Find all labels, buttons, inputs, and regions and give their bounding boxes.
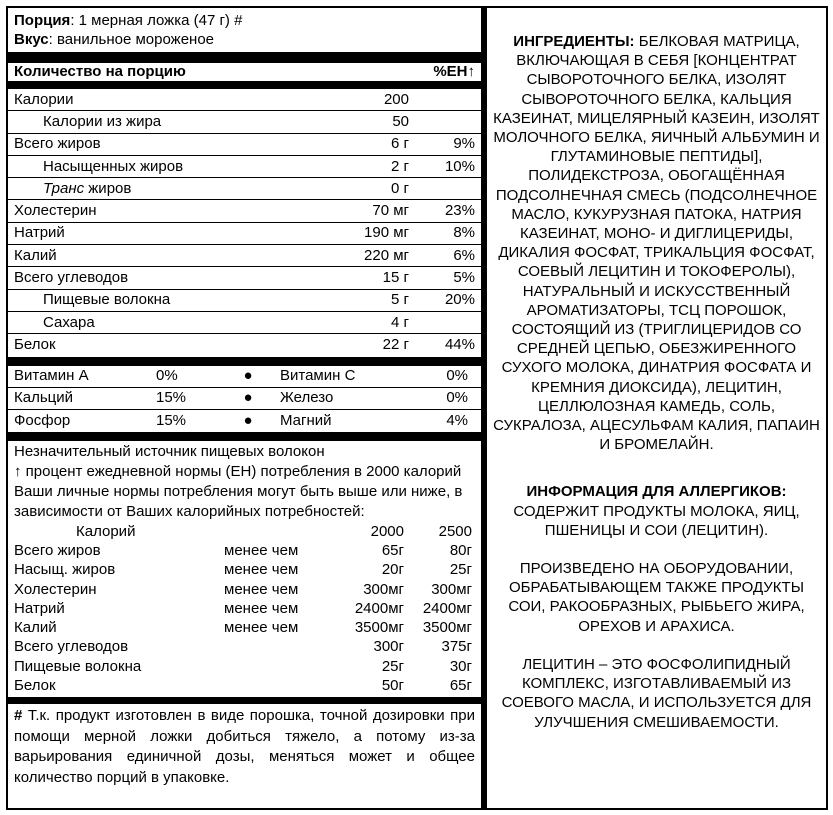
dv-row-value-2500: 375г [441, 638, 472, 656]
dv-row-value-2000: 300г [373, 638, 404, 656]
dv-row-label: Холестерин [14, 580, 97, 598]
nutrient-dv: 5% [453, 269, 475, 287]
nutrient-amount: 70 мг [372, 202, 409, 220]
allergen-paragraph [493, 482, 820, 540]
nutrient-row [8, 134, 481, 156]
nutrient-dv: 6% [453, 246, 475, 264]
dv-table-row [8, 676, 481, 695]
nutrient-label [14, 336, 299, 354]
nutrition-header [8, 63, 481, 82]
dv-table-row [8, 560, 481, 579]
nutrient-label [14, 269, 299, 287]
nutrient-name: Калории из жира [43, 112, 162, 130]
nutrient-row [8, 223, 481, 245]
nutrient-dv: 44% [444, 336, 475, 354]
vitamin-value: 0% [156, 367, 178, 385]
dv-row-value-2500: 300мг [431, 580, 472, 598]
nutrient-amount: 0 г [391, 179, 409, 197]
nutrient-amount: 4 г [391, 313, 409, 331]
nutrient-row [8, 267, 481, 289]
nutrient-amount: 200 [383, 90, 409, 108]
dv-table-col2: 2500 [438, 522, 472, 540]
ingredients-paragraph [493, 32, 820, 454]
dv-row-value-2000: 3500мг [354, 619, 404, 637]
nutrient-row [8, 200, 481, 222]
nutrient-amount: 5 г [391, 291, 409, 309]
nutrient-dv: 20% [444, 291, 475, 309]
nutrient-name: Всего жиров [14, 135, 101, 153]
dv-row-qualifier: менее чем [224, 580, 299, 598]
nutrient-name: Холестерин [14, 202, 97, 220]
dv-note: ↑ процент ежедневной нормы (ЕН) потребления в 2000 калорий [14, 462, 462, 480]
nutrient-row [8, 89, 481, 111]
dv-row-value-2500: 25г [449, 561, 472, 579]
nutrient-row [8, 111, 481, 133]
allergen-text: СОДЕРЖИТ ПРОДУКТЫ МОЛОКА, ЯИЦ, ПШЕНИЦЫ И СОИ (ЛЕЦИТИН). [513, 502, 800, 539]
flavor-line [8, 30, 481, 49]
dv-row-value-2000: 20г [381, 561, 404, 579]
dv-table-calories-label: Калорий [76, 522, 136, 540]
footnote-mark: # [14, 707, 23, 725]
dv-table-row [8, 599, 481, 618]
ingredients-panel [487, 8, 826, 808]
nutrient-name: Калий [14, 246, 57, 264]
nutrient-row [8, 178, 481, 200]
vitamin-value: 15% [156, 389, 187, 407]
dv-row-value-2500: 2400мг [422, 599, 472, 617]
dv-row-value-2000: 25г [381, 657, 404, 675]
dv-row-label: Калий [14, 619, 57, 637]
nutrient-label [14, 135, 299, 153]
dv-row-value-2500: 3500мг [422, 619, 472, 637]
dv-row-label: Всего жиров [14, 542, 101, 559]
vitamins-list [8, 366, 481, 432]
dv-table-row [8, 618, 481, 637]
dv-row-value-2500: 80г [449, 542, 472, 559]
nutrient-name: Всего углеводов [14, 269, 129, 287]
nutrient-amount: 6 г [391, 135, 409, 153]
ingredients-label: ИНГРЕДИЕНТЫ: [513, 33, 635, 50]
dv-table-header [8, 522, 481, 541]
nutrient-name: Натрий [14, 224, 65, 242]
divider-thick [8, 432, 481, 441]
nutrient-label [14, 158, 299, 176]
divider-thick [8, 697, 481, 704]
nutrient-label [14, 314, 299, 332]
dv-row-qualifier: менее чем [224, 599, 299, 617]
bullet-icon: ● [243, 389, 253, 407]
dv-row-value-2000: 2400мг [354, 599, 404, 617]
nutrient-italic-prefix: Транс [43, 179, 85, 197]
divider-thick [8, 82, 481, 89]
nutrient-row [8, 312, 481, 334]
footnote-text: Т.к. продукт изготовлен в виде порошка, точной дозировки при помощи мерной ложки добиться тяжело, а потому из-за варьирования единичной дозы, меняться может и общее количество порций в упаковке. [14, 707, 475, 786]
nutrient-dv: 10% [444, 157, 475, 175]
amount-per-serving-label: Количество на порцию [14, 63, 186, 80]
flavor-label: Вкус [14, 31, 49, 48]
lecithin-paragraph: ЛЕЦИТИН – ЭТО ФОСФОЛИПИДНЫЙ КОМПЛЕКС, ИЗГОТАВЛИВАЕМЫЙ ИЗ СОЕВОГО МАСЛА, И ИСПОЛЬЗУЕТСЯ ДЛЯ УЛУЧШЕНИЯ СМЕШИВАЕМОСТИ. [501, 655, 812, 731]
nutrient-name: Сахара [43, 313, 95, 331]
nutrient-label [14, 113, 299, 131]
nutrient-label [14, 247, 299, 265]
nutrient-amount: 190 мг [364, 224, 409, 242]
dv-row-label: Пищевые волокна [14, 657, 142, 675]
nutrient-label [14, 202, 299, 220]
nutrient-label [14, 180, 299, 198]
dv-table-row [8, 657, 481, 676]
ingredients-text: БЕЛКОВАЯ МАТРИЦА, ВКЛЮЧАЮЩАЯ В СЕБЯ [КОНЦЕНТРАТ СЫВОРОТОЧНОГО БЕЛКА, ИЗОЛЯТ СЫВОРОТОЧНОГО БЕЛКА, КАЛЬЦИЯ КАЗЕИНАТ, МИЦЕЛЯРНЫЙ КАЗЕИН, ИЗОЛЯТ МОЛОЧНОГО БЕЛКА, ЯИЧНЫЙ АЛЬБУМИН И ГЛУТАМИНОВЫЕ ПЕПТИДЫ], ПОЛИДЕКСТРОЗА, ОБОГАЩЁННАЯ ПОДСОЛНЕЧНАЯ СМЕСЬ (ПОДСОЛНЕЧНОЕ МАСЛО, КУКУРУЗНАЯ ПАТОКА, НАТРИЯ КАЗЕИНАТ, МОНО- И ДИГЛИЦЕРИДЫ, ДИКАЛИЯ ФОСФАТ, ТРИКАЛЬЦИЯ ФОСФАТ, СОЕВЫЙ ЛЕЦИТИН И ТОКОФЕРОЛЫ), НАТУРАЛЬНЫЙ И ИСКУССТВЕННЫЙ АРОМАТИЗАТОРЫ, ТСЦ ПОРОШОК, СОСТОЯЩИЙ ИЗ (ТРИГЛИЦЕРИДОВ СО СРЕДНЕЙ ЦЕПЬЮ, ОБЕЗЖИРЕННОГО СУХОГО МОЛОКА, ДИНАТРИЯ ФОСФАТА И КРЕМНИЯ ДИОКСИДА), ЛЕЦИТИН, ЦЕЛЛЮЛОЗНАЯ КАМЕДЬ, СОЛЬ, СУКРАЛОЗА, АЦЕСУЛЬФАМ КАЛИЯ, ПАПАИН И БРОМЕЛАЙН. [493, 33, 820, 454]
bullet-icon: ● [243, 411, 253, 429]
dv-row-qualifier: менее чем [224, 561, 299, 579]
nutrient-amount: 2 г [391, 157, 409, 175]
dv-row-label: Всего углеводов [14, 638, 129, 656]
nutrient-name: жиров [84, 179, 132, 197]
daily-value-label: %ЕН↑ [433, 63, 475, 80]
nutrient-row [8, 334, 481, 356]
dv-table-row [8, 637, 481, 656]
bullet-icon: ● [243, 367, 253, 385]
personal-note: Ваши личные нормы потребления могут быть выше или ниже, в зависимости от Ваших калорийных потребностей: [14, 482, 463, 520]
nutrient-row [8, 245, 481, 267]
serving-line [8, 11, 481, 30]
dv-table-row [8, 579, 481, 598]
vitamin-name: Железо [280, 389, 334, 407]
vitamin-value: 0% [446, 389, 468, 407]
nutrient-name: Калории [14, 90, 74, 108]
vitamin-name: Магний [280, 411, 332, 429]
vitamin-name: Витамин С [280, 367, 356, 385]
vitamin-value: 15% [156, 411, 187, 429]
nutrition-facts-panel [8, 8, 481, 808]
dv-row-label: Натрий [14, 599, 65, 617]
allergen-label: ИНФОРМАЦИЯ ДЛЯ АЛЛЕРГИКОВ: [526, 483, 787, 501]
vitamin-name: Кальций [14, 389, 73, 407]
nutrient-amount: 50 [392, 112, 409, 130]
dv-row-value-2000: 65г [381, 542, 404, 559]
dv-row-label: Белок [14, 677, 56, 695]
nutrient-row [8, 290, 481, 312]
footnote [8, 704, 481, 788]
nutrient-amount: 220 мг [364, 246, 409, 264]
dv-row-qualifier: менее чем [224, 542, 299, 559]
nutrient-label [14, 91, 299, 109]
vitamin-name: Фосфор [14, 411, 71, 429]
nutrition-label [6, 6, 828, 810]
nutrient-row [8, 156, 481, 178]
dv-row-value-2500: 65г [449, 677, 472, 695]
dv-row-qualifier: менее чем [224, 619, 299, 637]
dv-row-label: Насыщ. жиров [14, 561, 116, 579]
dv-table-row [8, 541, 481, 560]
flavor-value: : ванильное мороженое [48, 31, 215, 48]
nutrient-name: Пищевые волокна [43, 291, 171, 309]
vitamin-name: Витамин А [14, 367, 89, 385]
nutrient-name: Насыщенных жиров [43, 157, 184, 175]
nutrient-amount: 22 г [382, 336, 409, 354]
dv-row-value-2500: 30г [449, 657, 472, 675]
nutrient-label [14, 291, 299, 309]
nutrient-dv: 9% [453, 135, 475, 153]
nutrients-list [8, 89, 481, 357]
dv-table-col1: 2000 [370, 522, 404, 540]
serving-label: Порция [14, 12, 71, 29]
divider-thick [8, 52, 481, 63]
fiber-note: Незначительный источник пищевых волокон [14, 442, 325, 460]
facility-paragraph: ПРОИЗВЕДЕНО НА ОБОРУДОВАНИИ, ОБРАБАТЫВАЮЩЕМ ТАКЖЕ ПРОДУКТЫ СОИ, РАКООБРАЗНЫХ, РЫБЬЕГО ЖИРА, ОРЕХОВ И АРАХИСА. [508, 560, 805, 635]
nutrient-name: Белок [14, 336, 56, 354]
vitamin-row [8, 366, 481, 388]
serving-value: : 1 мерная ложка (47 г) # [70, 12, 243, 29]
vitamin-row [8, 410, 481, 432]
dv-row-value-2000: 300мг [363, 580, 404, 598]
divider-thick [8, 357, 481, 366]
nutrient-dv: 23% [444, 202, 475, 220]
vitamin-value: 4% [446, 411, 468, 429]
dv-row-value-2000: 50г [381, 677, 404, 695]
nutrient-amount: 15 г [382, 269, 409, 287]
vitamin-row [8, 388, 481, 410]
dv-table-rows [8, 541, 481, 695]
vitamin-value: 0% [446, 367, 468, 385]
nutrient-dv: 8% [453, 224, 475, 242]
nutrient-label [14, 224, 299, 242]
